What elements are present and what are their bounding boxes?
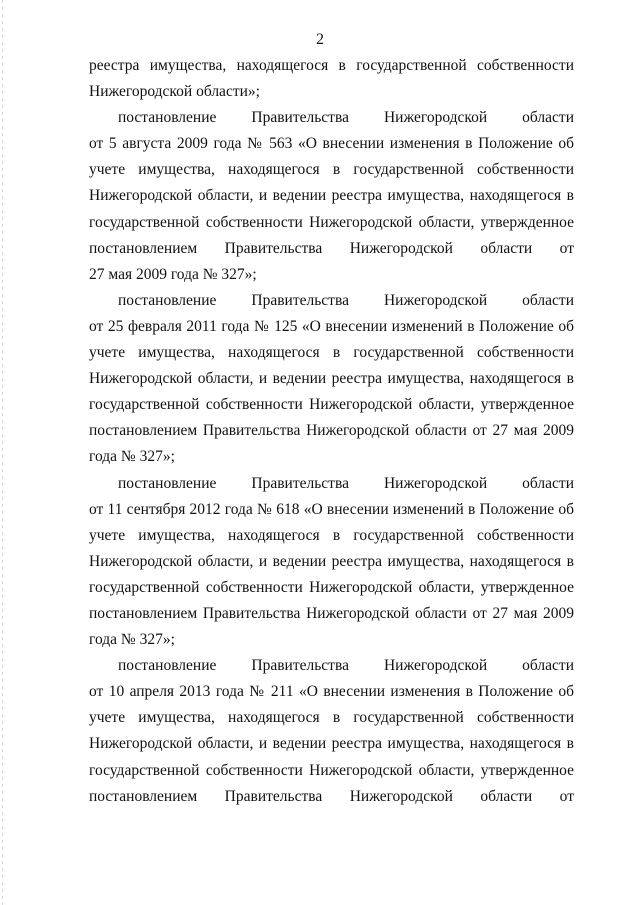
- text-line: постановлением Правительства Нижегородской области от: [89, 239, 574, 257]
- text-line: государственной собственности Нижегородской области, утвержденное: [89, 396, 574, 414]
- text-line: 27 мая 2009 года № 327»;: [89, 265, 257, 283]
- page-number: 2: [316, 31, 324, 48]
- text-line: года № 327»;: [89, 448, 175, 466]
- paragraph-resolution-211: [89, 653, 574, 810]
- text-line: постановление Правительства Нижегородской области: [118, 474, 574, 492]
- text-line: Нижегородской области, и ведении реестра имущества, находящегося в: [89, 735, 574, 753]
- text-line: постановлением Правительства Нижегородской области от 27 мая 2009: [89, 422, 574, 440]
- text-line: постановление Правительства Нижегородской области: [118, 657, 574, 675]
- document-body: [89, 53, 574, 810]
- text-line: учете имущества, находящегося в государственной собственности: [89, 344, 574, 362]
- text-line: учете имущества, находящегося в государственной собственности: [89, 526, 574, 544]
- paragraph-resolution-618: [89, 471, 574, 654]
- text-line: учете имущества, находящегося в государственной собственности: [89, 709, 574, 727]
- text-line: постановлением Правительства Нижегородской области от 27 мая 2009: [89, 604, 574, 622]
- paragraph-resolution-563: [89, 105, 574, 288]
- text-line: от 10 апреля 2013 года № 211 «О внесении изменения в Положение об: [89, 683, 574, 701]
- text-line: года № 327»;: [89, 631, 175, 649]
- text-line: Нижегородской области, и ведении реестра имущества, находящегося в: [89, 187, 574, 205]
- text-line: Нижегородской области, и ведении реестра имущества, находящегося в: [89, 370, 574, 388]
- text-line: государственной собственности Нижегородской области, утвержденное: [89, 578, 574, 596]
- text-line: от 5 августа 2009 года № 563 «О внесении изменения в Положение об: [89, 135, 574, 153]
- text-line: от 11 сентября 2012 года № 618 «О внесении изменений в Положение об: [89, 500, 574, 518]
- text-line: постановление Правительства Нижегородской области: [118, 109, 574, 127]
- text-line: учете имущества, находящегося в государственной собственности: [89, 161, 574, 179]
- text-line: от 25 февраля 2011 года № 125 «О внесении изменений в Положение об: [89, 317, 574, 335]
- text-line: постановлением Правительства Нижегородской области от: [89, 787, 574, 805]
- text-line: государственной собственности Нижегородской области, утвержденное: [89, 213, 574, 231]
- text-line: Нижегородской области, и ведении реестра имущества, находящегося в: [89, 552, 574, 570]
- text-line: реестра имущества, находящегося в государственной собственности: [89, 57, 574, 74]
- paragraph-continuation: [89, 53, 574, 105]
- text-line: государственной собственности Нижегородской области, утвержденное: [89, 761, 574, 779]
- text-line: постановление Правительства Нижегородской области: [118, 291, 574, 309]
- scan-edge-artifact: [2, 0, 3, 905]
- text-line: Нижегородской области»;: [89, 83, 260, 101]
- paragraph-resolution-125: [89, 288, 574, 471]
